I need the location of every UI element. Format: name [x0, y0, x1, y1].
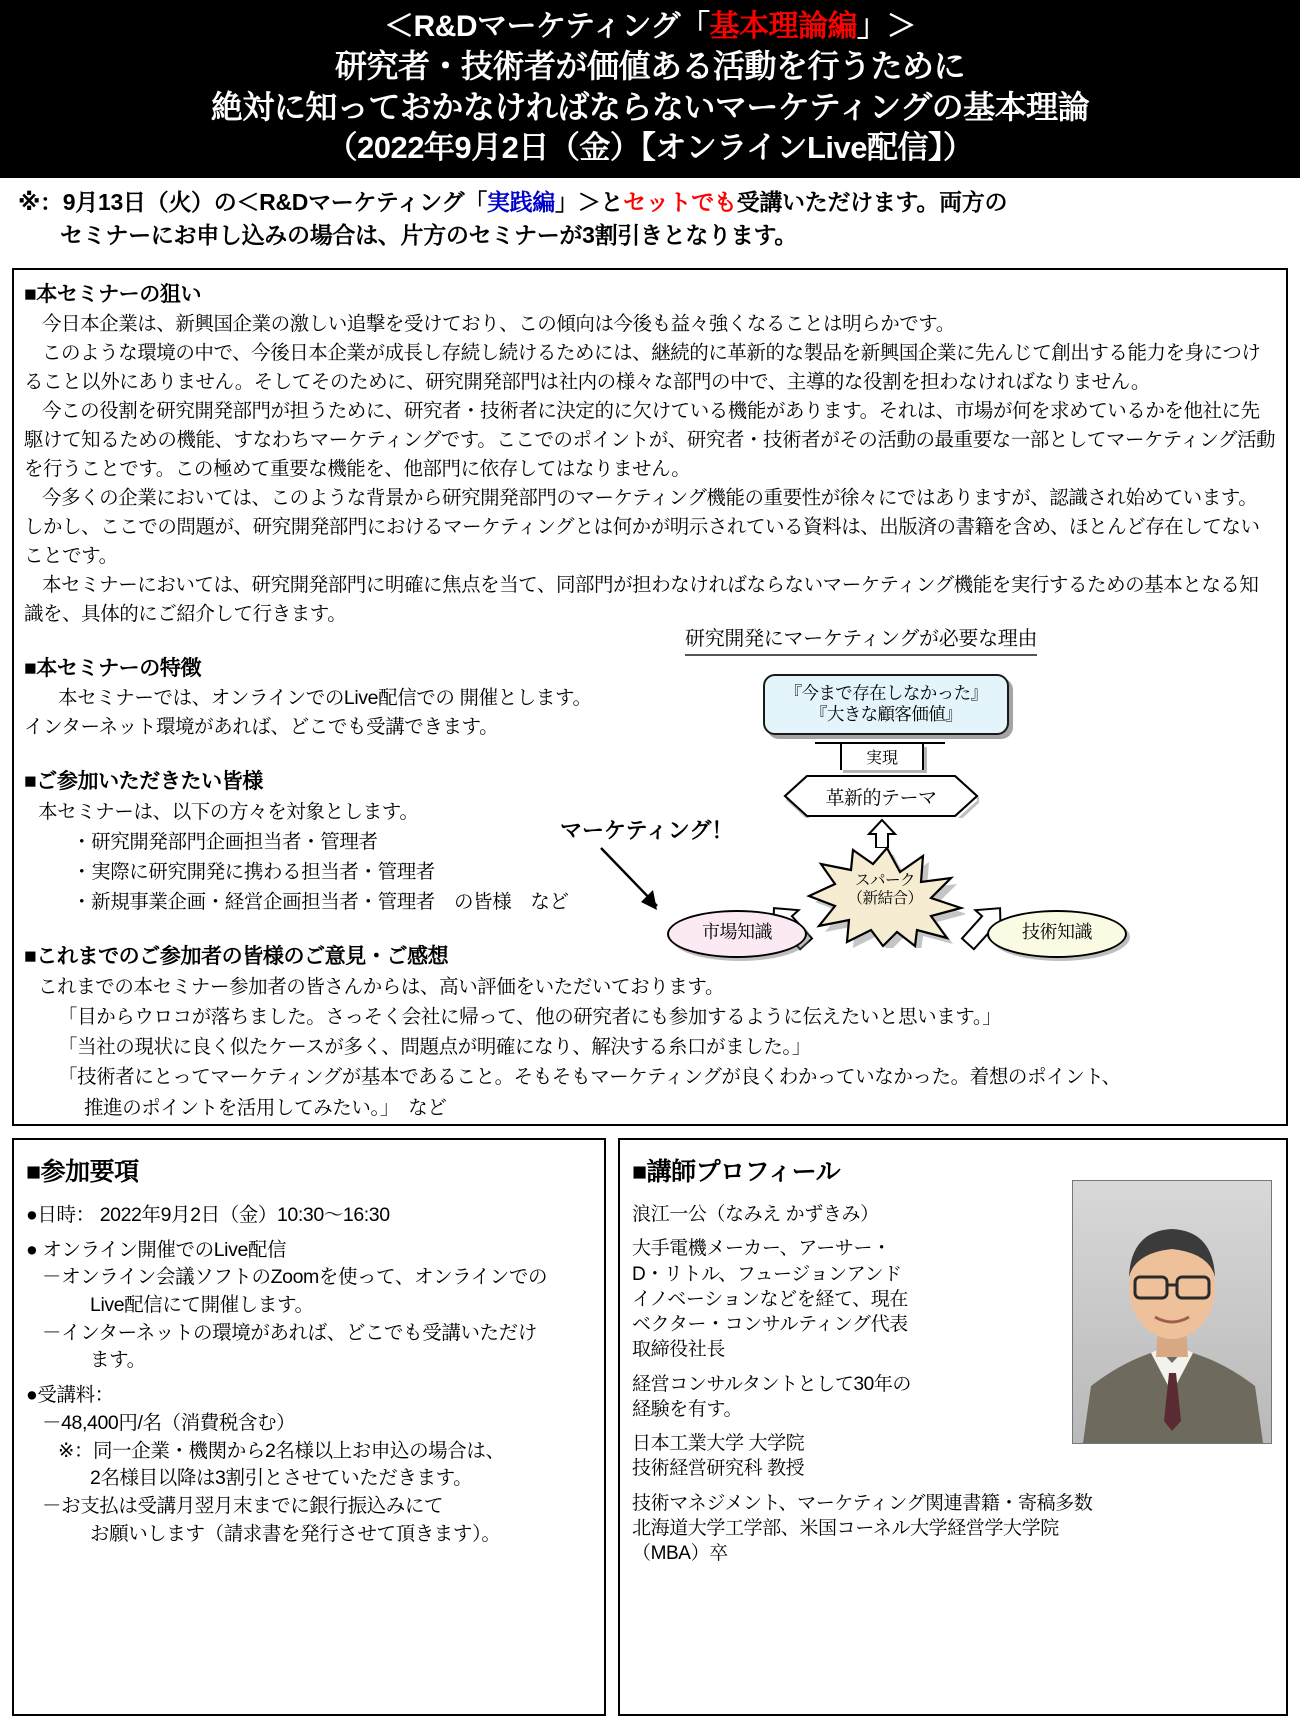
audience-item-2: ・実際に研究開発に携わる担当者・管理者 — [72, 861, 435, 884]
audience-item-1: ・研究開発部門企画担当者・管理者 — [72, 830, 378, 853]
payment-line-1: －お支払は受講月翌月末までに銀行振込みにて — [42, 1494, 444, 1517]
title-line1-pre: ＜R&Dマーケティング「 — [384, 10, 710, 43]
voices-heading: ■これまでのご参加者の皆様のご意見・ご感想 — [24, 944, 449, 968]
fee-note-2: 2名様目以降は3割引とさせていただきます。 — [90, 1467, 473, 1490]
datetime-bullet-label: ●日時： — [26, 1204, 95, 1226]
features-line-1: 本セミナーでは、オンラインでのLive配信での 開催とします。 — [58, 686, 592, 709]
notice-line1-a: ※：9月13日（火）の＜R&Dマーケティング「 — [18, 188, 487, 215]
diagram-title: 研究開発にマーケティングが必要な理由 — [685, 622, 1037, 656]
spark-star — [805, 842, 965, 948]
notice-practical-link: 実践編 — [486, 188, 556, 215]
profile-university-1: 日本工業大学 大学院 — [632, 1433, 805, 1455]
aim-paragraph-1: 今日本企業は、新興国企業の激しい追撃を受けており、この傾向は今後も益々強くなることは明らかです。 — [42, 313, 955, 335]
marketing-callout-arrow — [595, 844, 685, 924]
profile-career-5: 取締役社長 — [632, 1339, 726, 1361]
participation-fee — [26, 1382, 592, 1548]
notice-line2: セミナーにお申し込みの場合は、片方のセミナーが3割引きとなります。 — [60, 221, 798, 248]
spark-label — [805, 872, 965, 908]
aim-paragraph-5: 本セミナーにおいては、研究開発部門に明確に焦点を当て、同部門が担わなければならないマーケティング機能を実行するための基本となる知識を、具体的にご紹介して行きます。 — [24, 574, 1259, 626]
features-heading: ■本セミナーの特徴 — [24, 656, 202, 680]
online-sub-1b: Live配信にて開催します。 — [90, 1294, 314, 1317]
why-marketing-diagram — [560, 622, 1285, 962]
customer-value-box — [763, 674, 1009, 735]
title-line-4: （2022年9月2日（金）【オンラインLive配信】） — [326, 130, 974, 166]
profile-heading: ■講師プロフィール — [632, 1158, 841, 1186]
profile-career-2: D・リトル、フュージョンアンド — [632, 1263, 902, 1285]
participation-online — [26, 1237, 592, 1375]
marketing-callout-label: マーケティング！ — [560, 818, 734, 843]
title-banner — [0, 0, 1300, 178]
profile-education-2: （MBA）卒 — [632, 1543, 728, 1565]
voices-lead: これまでの本セミナー参加者の皆さんからは、高い評価をいただいております。 — [38, 975, 725, 998]
profile-text-full-width — [632, 1491, 1274, 1567]
aim-paragraph-4: 今多くの企業においては、このような背景から研究開発部門のマーケティング機能の重要性が徐々にではありますが、認識され始めています。しかし、ここでの問題が、研究開発部門におけるマーケティングとは何かが明示されている資料は、出版済の書籍を含め、ほとんど存在してないことです。 — [24, 487, 1260, 568]
online-sub-1a: －オンライン会議ソフトのZoomを使って、オンラインでの — [42, 1266, 548, 1289]
customer-value-line-1: 『今まで存在しなかった』 — [784, 683, 988, 703]
online-sub-2a: －インターネットの環境があれば、どこでも受講いただけ — [42, 1321, 537, 1344]
profile-name: 浪江一公（なみえ かずきみ） — [632, 1204, 879, 1225]
fee-amount: －48,400円/名（消費税含む） — [42, 1411, 296, 1434]
profile-career-1: 大手電機メーカー、アーサー・ — [632, 1238, 891, 1260]
voice-quote-3: 「技術者にとってマーケティングが基本であること。そもそもマーケティングが良くわかっていなかった。着想のポイント、 — [58, 1066, 1121, 1089]
instructor-portrait-illustration — [1073, 1181, 1271, 1443]
realize-label: 実現 — [840, 744, 924, 770]
audience-heading: ■ご参加いただきたい皆様 — [24, 769, 263, 793]
profile-university-2: 技術経営研究科 教授 — [632, 1458, 805, 1480]
set-discount-notice — [0, 178, 1300, 257]
instructor-profile-box — [618, 1138, 1288, 1716]
profile-experience-1: 経営コンサルタントとして30年の — [632, 1373, 912, 1395]
aim-paragraph-3: 今この役割を研究開発部門が担うために、研究者・技術者に決定的に欠けている機能があります。それは、市場が何を求めているかを他社に先駆けて知るための機能、すなわちマーケティングです。ここでのポイントが、研究者・技術者がその活動の最重要な一部としてマーケティング活動を行うことです。この極めて重要な機能を、他部門に依存してはなりません。 — [24, 400, 1276, 481]
online-bullet-label: ● オンライン開催でのLive配信 — [26, 1238, 287, 1261]
profile-career-3: イノベーションなどを経て、現在 — [632, 1288, 908, 1310]
profile-education-1: 北海道大学工学部、米国コーネル大学経営学大学院 — [632, 1517, 1059, 1539]
customer-value-line-2: 『大きな顧客価値』 — [809, 704, 963, 724]
title-line-2: 研究者・技術者が価値ある活動を行うために — [334, 48, 965, 85]
aim-heading: ■本セミナーの狙い — [24, 283, 202, 306]
participation-heading: ■参加要項 — [26, 1158, 139, 1186]
features-line-2: インターネット環境があれば、どこでも受講できます。 — [24, 716, 499, 739]
profile-career-4: ベクター・コンサルティング代表 — [632, 1314, 908, 1336]
fee-bullet-label: ●受講料： — [26, 1384, 114, 1407]
profile-publications: 技術マネジメント、マーケティング関連書籍・寄稿多数 — [632, 1492, 1093, 1514]
payment-line-2: お願いします（請求書を発行させて頂きます）。 — [90, 1522, 501, 1545]
profile-experience-2: 経験を有す。 — [632, 1398, 743, 1420]
title-line1-highlight: 基本理論編 — [709, 10, 857, 43]
instructor-photo — [1072, 1180, 1272, 1444]
title-line1-post: 」＞ — [856, 10, 916, 43]
notice-set-highlight: セットでも — [623, 188, 737, 215]
participation-box — [12, 1138, 606, 1716]
innovative-theme-label: 革新的テーマ — [825, 788, 937, 809]
voice-quote-2: 「当社の現状に良く似たケースが多く、問題点が明確になり、解決する糸口がました。」 — [58, 1036, 811, 1059]
voice-quote-1: 「目からウロコが落ちました。さっそく会社に帰って、他の研究者にも参加するように伝えたいと思います。」 — [58, 1005, 1002, 1028]
online-sub-2b: ます。 — [90, 1349, 146, 1372]
fee-note-1: ※：同一企業・機関から2名様以上お申込の場合は、 — [58, 1439, 505, 1462]
innovative-theme-hexagon — [783, 774, 979, 818]
notice-line1-b: 」＞と — [555, 188, 624, 215]
spark-label-line-2: （新結合） — [847, 889, 923, 907]
audience-lead: 本セミナーは、以下の方々を対象とします。 — [38, 800, 419, 823]
market-knowledge-ellipse: 市場知識 — [667, 910, 807, 958]
participation-datetime — [26, 1202, 592, 1230]
profile-text-column — [632, 1202, 962, 1482]
title-line-1 — [0, 8, 1300, 46]
voices-body — [24, 972, 1276, 1123]
aim-paragraph-2: このような環境の中で、今後日本企業が成長し存続し続けるためには、継続的に革新的な製品を新興国企業に先んじて創出する能力を身につけること以外にありません。そしてそのために、研究開発部門は社内の様々な部門の中で、主導的な役割を担わなければなりません。 — [24, 342, 1261, 394]
title-line-3: 絶対に知っておかなければならないマーケティングの基本理論 — [210, 89, 1090, 126]
datetime-value: 2022年9月2日（金）10:30～16:30 — [99, 1204, 390, 1226]
notice-line1-c: 受講いただけます。両方の — [736, 188, 1008, 215]
voice-quote-3b: 推進のポイントを活用してみたい。」 など — [84, 1096, 447, 1119]
spark-label-line-1: スパーク — [854, 872, 915, 889]
tech-knowledge-ellipse: 技術知識 — [987, 910, 1127, 958]
audience-item-3: ・新規事業企画・経営企画担当者・管理者 の皆様 など — [72, 891, 569, 914]
